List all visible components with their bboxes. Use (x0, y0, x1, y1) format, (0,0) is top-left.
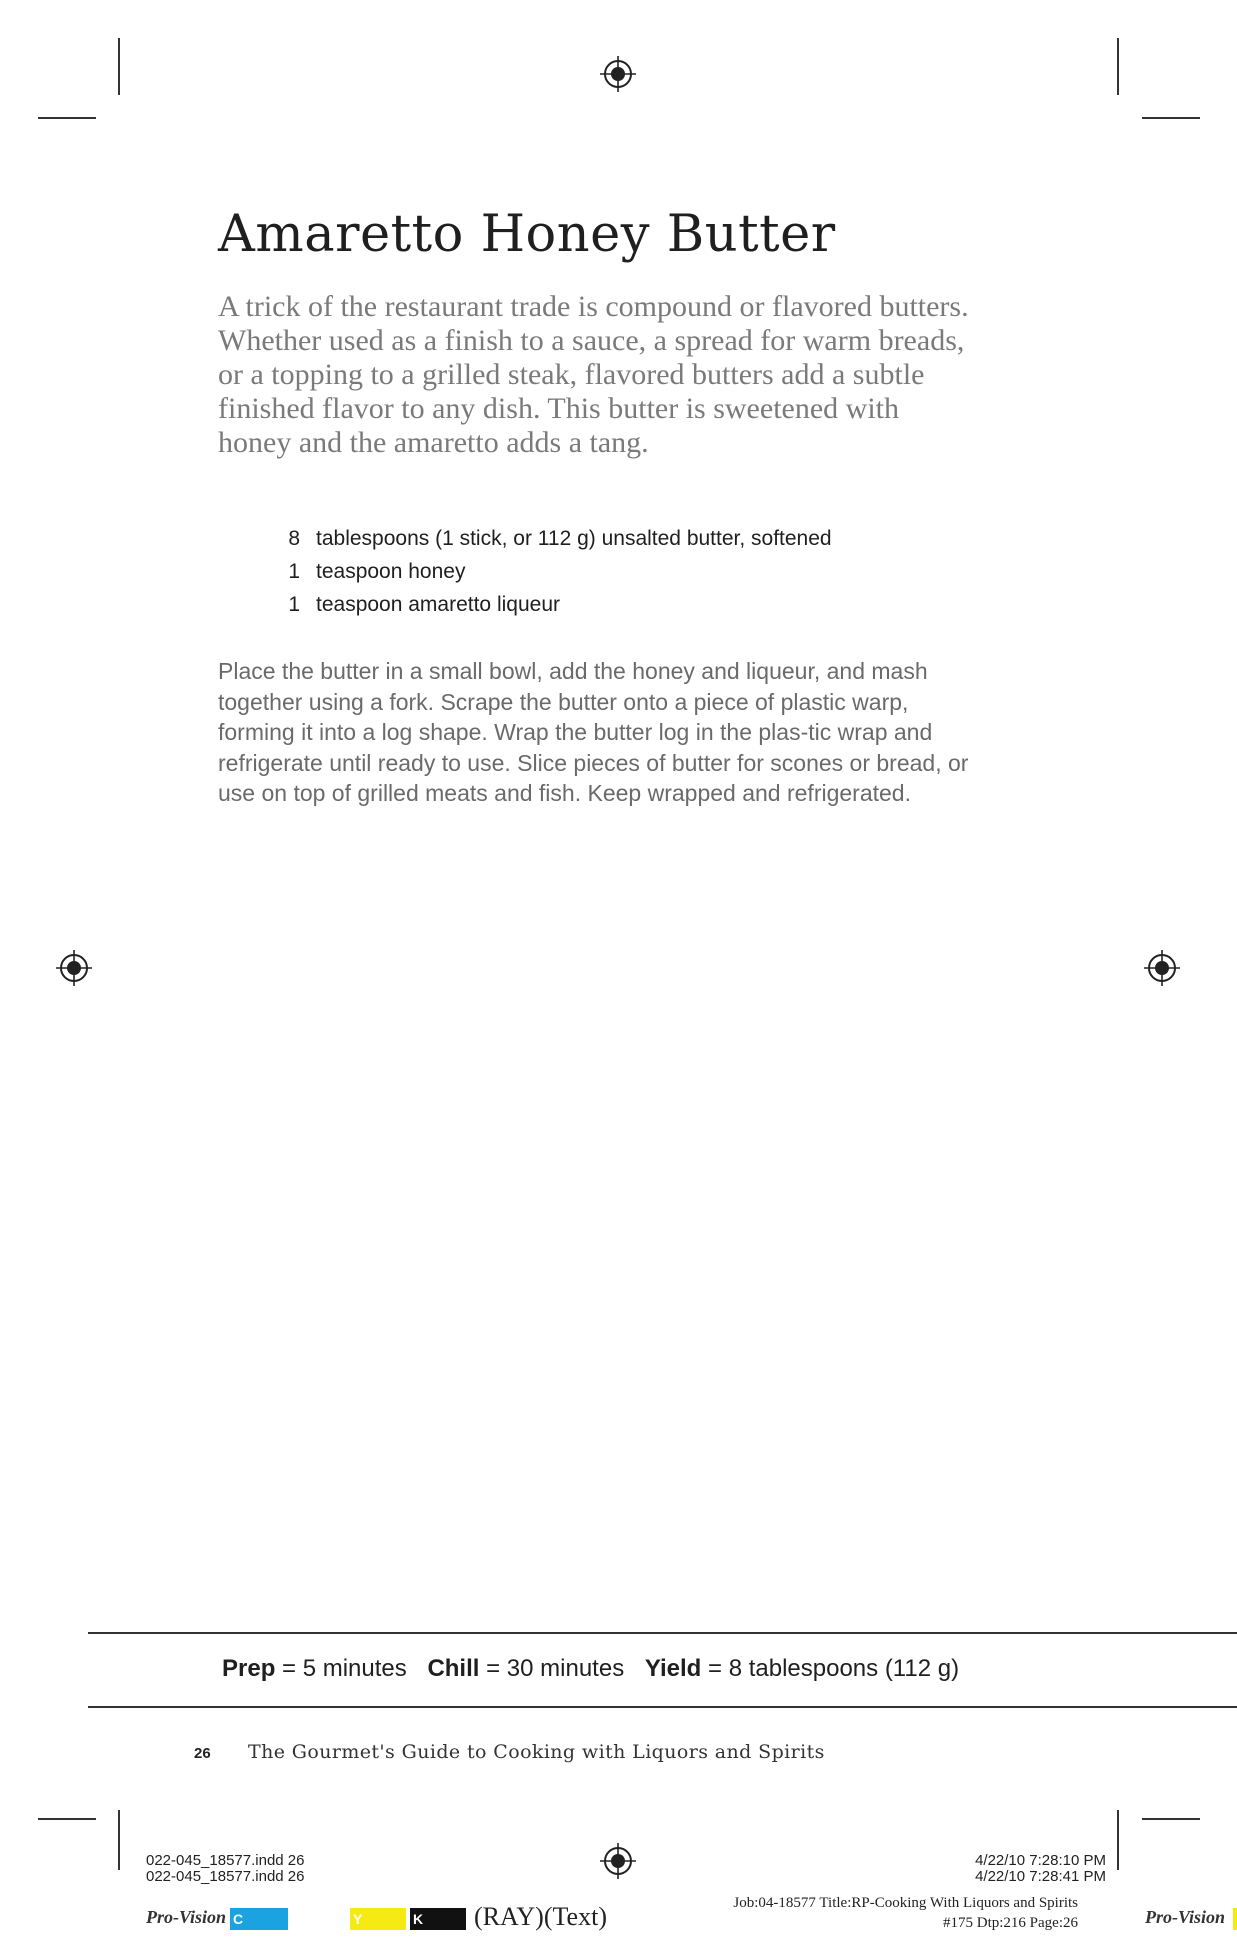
crop-mark (1117, 1810, 1119, 1870)
facts-divider-bottom (88, 1706, 1237, 1708)
job-info (690, 1895, 1078, 1932)
yield-label: Yield (644, 1655, 702, 1682)
crop-mark (1142, 117, 1200, 119)
slug-file-line: 022-045_18577.indd 26 (146, 1852, 305, 1869)
ingredient-item (270, 522, 832, 555)
swatch-black: K (410, 1908, 466, 1930)
recipe-title: Amaretto Honey Butter (218, 205, 836, 264)
pro-vision-logo: Pro-Vision (146, 1907, 227, 1927)
job-line: Job:04-18577 Title:RP-Cooking With Liquors and Spirits (733, 1895, 1078, 1911)
ray-text-label: (RAY)(Text) (474, 1902, 607, 1931)
swatch-yellow: Y (350, 1908, 406, 1930)
prep-label: Prep (222, 1655, 276, 1682)
recipe-intro: A trick of the restaurant trade is compound or flavored butters. Whether used as a finish to a sauce, a spread for warm breads, or a topping to a grilled steak, flavored butters add a subtle finished flavor to any dish. This butter is sweetened with honey and the amaretto adds a tang. (218, 290, 969, 459)
yield-value: = 8 tablespoons (112 g) (708, 1655, 960, 1682)
crop-mark (118, 38, 120, 95)
ingredient-text: tablespoons (1 stick, or 112 g) unsalted butter, softened (316, 526, 832, 550)
crop-mark (1117, 38, 1119, 95)
pro-vision-logo: Pro-Vision (1145, 1907, 1226, 1927)
slug-time-info (950, 1853, 1106, 1885)
chill-label: Chill (427, 1655, 480, 1682)
slug-file-line: 022-045_18577.indd 26 (146, 1868, 305, 1885)
facts-divider-top (88, 1632, 1237, 1634)
slug-time-line: 4/22/10 7:28:41 PM (975, 1868, 1106, 1885)
registration-mark-icon (600, 1843, 636, 1879)
ingredient-text: teaspoon honey (316, 559, 466, 583)
swatch-cyan: C (230, 1908, 288, 1930)
registration-mark-icon (600, 56, 636, 92)
recipe-method: Place the butter in a small bowl, add the honey and liqueur, and mash together using a fork. Scrape the butter onto a piece of plastic warp, forming it into a log shape. Wrap the butter log in the plas-tic wrap and refrigerate until ready to use. Slice pieces of butter for scones or bread, or use on top of grilled meats and fish. Keep wrapped and refrigerated. (218, 658, 969, 806)
swatch-edge (1233, 1908, 1237, 1930)
ingredient-list (270, 522, 832, 621)
ingredient-quantity: 1 (288, 559, 300, 583)
ingredient-text: teaspoon amaretto liqueur (316, 592, 560, 616)
crop-mark (38, 1818, 96, 1820)
page-number: 26 (194, 1745, 211, 1762)
crop-mark (1142, 1818, 1200, 1820)
dtp-line: #175 Dtp:216 Page:26 (943, 1915, 1078, 1931)
crop-mark (38, 117, 96, 119)
prep-value: = 5 minutes (282, 1655, 407, 1682)
slug-time-line: 4/22/10 7:28:10 PM (975, 1852, 1106, 1869)
chill-value: = 30 minutes (486, 1655, 625, 1682)
registration-mark-icon (56, 950, 92, 986)
ingredient-item (270, 555, 832, 588)
crop-mark (118, 1810, 120, 1870)
book-title: The Gourmet's Guide to Cooking with Liquors and Spirits (248, 1741, 825, 1763)
ingredient-quantity: 8 (288, 526, 300, 550)
recipe-facts (222, 1655, 959, 1683)
slug-file-info (146, 1853, 304, 1885)
ingredient-quantity: 1 (288, 592, 300, 616)
ingredient-item (270, 588, 832, 621)
registration-mark-icon (1144, 950, 1180, 986)
